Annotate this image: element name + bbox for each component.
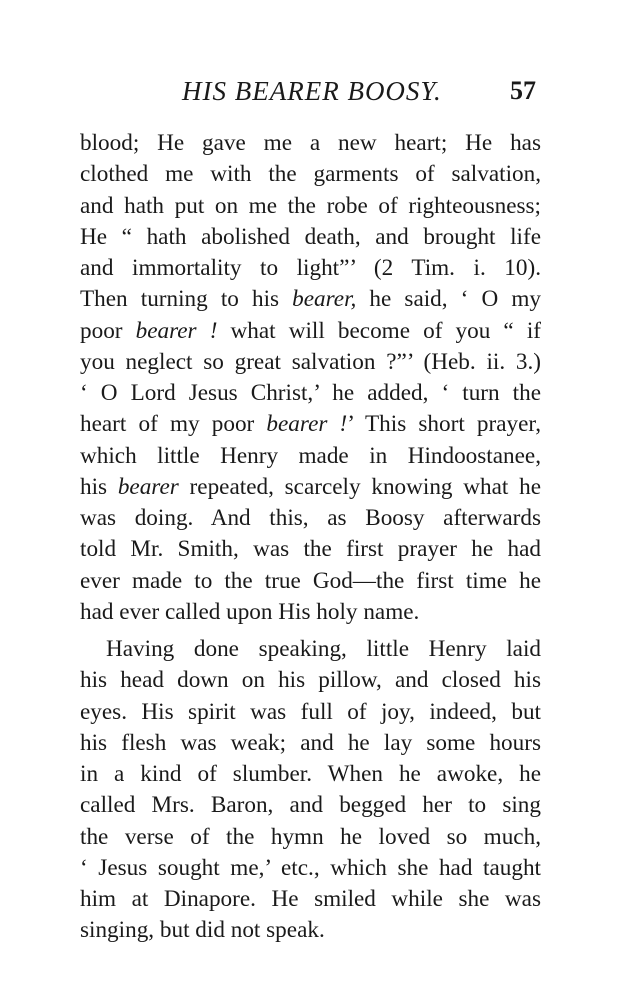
text-line (80, 566, 541, 597)
text-line (80, 728, 541, 759)
text-line (80, 222, 541, 253)
italic-word: bearer (117, 473, 179, 500)
text-run: ’ This short prayer, (347, 411, 541, 438)
text-line (80, 503, 541, 534)
text-line (80, 409, 541, 440)
text-line (80, 634, 541, 665)
paragraph (80, 128, 541, 628)
text-run: ‘ Jesus sought me,’ etc., which she had taught (80, 854, 541, 881)
text-run: blood; He gave me a new heart; He has (80, 130, 541, 156)
text-line (80, 759, 541, 790)
text-run: heart of my poor (80, 411, 267, 438)
text-run: clothed me with the garments of salvation, (80, 161, 541, 188)
text-line (80, 665, 541, 696)
text-line (80, 915, 541, 946)
text-line (80, 822, 541, 853)
running-title: HIS BEARER BOOSY. (182, 76, 442, 106)
text-line (80, 284, 541, 315)
page-number: 57 (510, 76, 536, 105)
text-run: had ever called upon His holy name. (80, 598, 420, 625)
text-run: in a kind of slumber. When he awoke, he (80, 761, 541, 787)
text-line (80, 316, 541, 347)
text-line (80, 790, 541, 821)
text-run: he said, ‘ O my (356, 286, 541, 313)
text-line (80, 472, 541, 503)
text-run: ever made to the true God—the first time he (80, 567, 541, 594)
text-run: He “ hath abolished death, and brought life (80, 223, 541, 250)
text-run: was doing. And this, as Boosy afterwards (80, 505, 541, 531)
text-line (80, 347, 541, 378)
text-run: eyes. His spirit was full of joy, indeed, but (80, 698, 541, 725)
text-run: singing, but did not speak. (80, 917, 325, 944)
text-line (80, 534, 541, 565)
text-line (80, 884, 541, 915)
italic-word: bearer ! (266, 411, 348, 438)
text-line (80, 441, 541, 472)
text-run: poor (80, 317, 136, 344)
text-line (80, 853, 541, 884)
text-run: him at Dinapore. He smiled while she was (80, 886, 541, 912)
text-run: Having done speaking, little Henry laid (106, 636, 541, 662)
text-run: repeated, scarcely knowing what he (178, 473, 541, 500)
text-run: you neglect so great salvation ?”’ (Heb. ii. 3.) (80, 348, 541, 375)
text-line (80, 159, 541, 190)
text-run: his head down on his pillow, and closed his (80, 667, 541, 694)
text-run: and hath put on me the robe of righteousness; (80, 192, 541, 219)
text-run: his (80, 473, 118, 500)
running-head (0, 76, 635, 110)
text-line (80, 128, 541, 159)
text-run: ‘ O Lord Jesus Christ,’ he added, ‘ turn the (80, 380, 541, 406)
text-run: Then turning to his (80, 286, 293, 313)
text-line (80, 253, 541, 284)
text-line (80, 191, 541, 222)
italic-word: bearer, (292, 286, 357, 313)
text-run: what will become of you “ if (217, 317, 541, 344)
paragraph (80, 634, 541, 947)
text-run: and immortality to light”’ (2 Tim. i. 10). (80, 255, 541, 281)
text-line (80, 597, 541, 628)
text-run: told Mr. Smith, was the first prayer he had (80, 536, 541, 563)
text-line (80, 378, 541, 409)
text-run: the verse of the hymn he loved so much, (80, 823, 541, 850)
text-run: which little Henry made in Hindoostanee, (80, 442, 541, 469)
text-run: his flesh was weak; and he lay some hours (80, 729, 541, 756)
body-text (80, 128, 541, 947)
text-run: called Mrs. Baron, and begged her to sing (80, 792, 541, 819)
text-line (80, 697, 541, 728)
italic-word: bearer ! (135, 317, 218, 344)
